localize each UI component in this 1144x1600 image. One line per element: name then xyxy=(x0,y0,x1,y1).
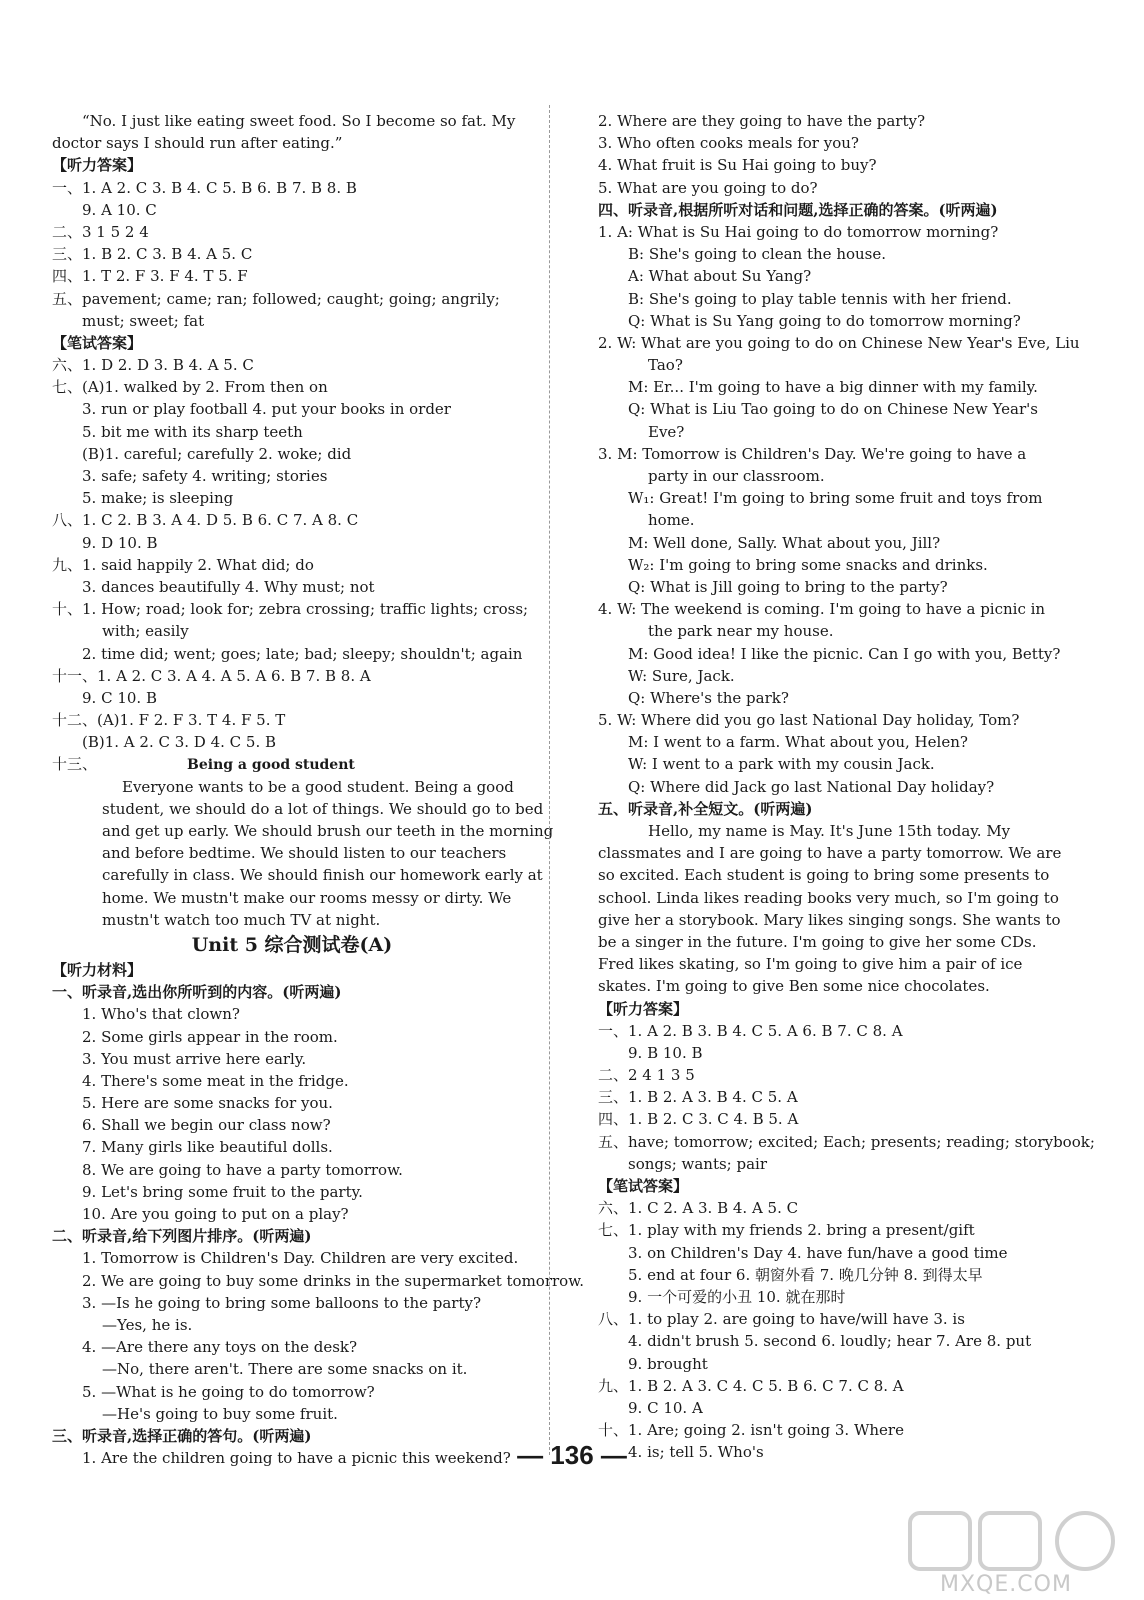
line-text: 5. What are you going to do? xyxy=(598,178,818,197)
line-text: 【笔试答案】 xyxy=(52,333,143,352)
text-line xyxy=(598,265,1048,287)
text-line xyxy=(598,620,1048,642)
line-text: school. Linda likes reading books very much, so I'm going to xyxy=(598,888,1059,907)
text-line xyxy=(598,554,1048,576)
line-text: songs; wants; pair xyxy=(628,1154,768,1173)
line-text: 5. —What is he going to do tomorrow? xyxy=(82,1382,375,1401)
line-text: 二、听录音,给下列图片排序。(听两遍) xyxy=(52,1227,312,1246)
text-line xyxy=(598,1286,1048,1308)
line-text: 五、pavement; came; ran; followed; caught; going; angrily; xyxy=(52,289,500,308)
line-text: 5. bit me with its sharp teeth xyxy=(82,422,303,441)
line-text: party in our classroom. xyxy=(648,467,825,485)
line-text: A: What about Su Yang? xyxy=(628,267,812,286)
line-text: M: I went to a farm. What about you, Helen? xyxy=(628,733,968,752)
text-line xyxy=(52,598,532,620)
text-line xyxy=(598,132,1048,154)
page-number: — 136 — xyxy=(517,1440,627,1470)
line-text: 5. W: Where did you go last National Day holiday, Tom? xyxy=(598,711,1020,730)
line-text: 四、1. B 2. C 3. C 4. B 5. A xyxy=(598,1110,799,1129)
line-text: 5. Here are some snacks for you. xyxy=(82,1094,333,1113)
text-line xyxy=(598,998,1048,1020)
line-text: 9. brought xyxy=(628,1354,708,1373)
line-text: 【听力答案】 xyxy=(598,999,689,1018)
line-text: classmates and I are going to have a party tomorrow. We are xyxy=(598,844,1062,863)
line-text: 三、听录音,选择正确的答句。(听两遍) xyxy=(52,1426,312,1445)
line-text: 3. You must arrive here early. xyxy=(82,1049,307,1068)
line-text: 9. B 10. B xyxy=(628,1043,703,1062)
text-line xyxy=(598,975,1048,997)
line-text: 4. W: The weekend is coming. I'm going to have a picnic in xyxy=(598,600,1046,619)
line-text: and get up early. We should brush our teeth in the morning xyxy=(102,822,554,840)
text-line xyxy=(598,177,1048,199)
essay-title: Being a good student xyxy=(187,757,355,774)
text-line xyxy=(52,753,532,775)
text-line xyxy=(52,820,554,842)
text-line xyxy=(598,598,1048,620)
line-text: 3. —Is he going to bring some balloons to the party? xyxy=(82,1293,482,1312)
text-line xyxy=(598,199,1048,221)
text-line xyxy=(52,398,532,420)
text-line xyxy=(52,1403,532,1425)
line-text: Eve? xyxy=(648,422,685,441)
line-text: 2. Where are they going to have the party? xyxy=(598,112,926,130)
line-text: 9. C 10. B xyxy=(82,688,157,707)
line-text: B: She's going to play table tennis with her friend. xyxy=(628,289,1012,308)
text-line xyxy=(598,354,1048,376)
text-line xyxy=(52,864,543,886)
line-text: —Yes, he is. xyxy=(102,1315,193,1334)
text-line xyxy=(52,154,532,176)
line-text: so excited. Each student is going to bring some presents to xyxy=(598,866,1050,885)
text-line xyxy=(52,177,532,199)
line-text: 一、1. A 2. B 3. B 4. C 5. A 6. B 7. C 8. A xyxy=(598,1021,903,1040)
text-line xyxy=(598,709,1048,731)
line-text: 七、1. play with my friends 2. bring a present/gift xyxy=(598,1221,975,1240)
text-line xyxy=(598,332,1080,354)
line-text: skates. I'm going to give Ben some nice chocolates. xyxy=(598,977,990,996)
line-text: 3. run or play football 4. put your books in order xyxy=(82,400,451,419)
line-text: 七、(A)1. walked by 2. From then on xyxy=(52,378,328,397)
line-text: W₁: Great! I'm going to bring some fruit and toys from xyxy=(628,489,1043,508)
line-text: 八、1. to play 2. are going to have/will have 3. is xyxy=(598,1310,965,1329)
line-text: with; easily xyxy=(102,622,189,641)
text-line xyxy=(598,643,1061,665)
line-text: 5. end at four 6. 朝窗外看 7. 晚几分钟 8. 到得太早 xyxy=(628,1265,983,1284)
line-text: 十二、(A)1. F 2. F 3. T 4. F 5. T xyxy=(52,711,286,730)
line-text: W: I went to a park with my cousin Jack. xyxy=(628,755,935,774)
text-line xyxy=(52,1181,532,1203)
text-line xyxy=(598,798,1048,820)
text-line xyxy=(598,1375,1048,1397)
line-text: 9. Let's bring some fruit to the party. xyxy=(82,1182,363,1201)
line-text: 八、1. C 2. B 3. A 4. D 5. B 6. C 7. A 8. C xyxy=(52,511,359,530)
text-line xyxy=(598,221,1048,243)
line-text: 【听力答案】 xyxy=(52,156,143,175)
text-line xyxy=(598,1264,1048,1286)
line-text: 【听力材料】 xyxy=(52,960,143,979)
text-line xyxy=(598,421,1048,443)
text-line xyxy=(52,1048,532,1070)
line-text: Tao? xyxy=(648,356,683,375)
line-text: 9. 一个可爱的小丑 10. 就在那时 xyxy=(628,1287,846,1306)
text-line xyxy=(598,731,1048,753)
line-text: 2. time did; went; goes; late; bad; sleepy; shouldn't; again xyxy=(82,644,523,663)
text-line xyxy=(52,465,532,487)
line-text: 2. W: What are you going to do on Chinese New Year's Eve, Liu xyxy=(598,333,1080,352)
text-line xyxy=(598,1042,1048,1064)
line-text: 十三、 xyxy=(52,755,98,774)
line-text: student, we should do a lot of things. We should go to bed xyxy=(102,799,544,818)
text-line xyxy=(52,1336,532,1358)
line-text: be a singer in the future. I'm going to give her some CDs. xyxy=(598,932,1037,951)
line-text: —No, there aren't. There are some snacks on it. xyxy=(102,1360,468,1379)
text-line xyxy=(598,1020,1048,1042)
text-line xyxy=(598,1353,1048,1375)
line-text: 3. on Children's Day 4. have fun/have a good time xyxy=(628,1243,1008,1262)
line-text: (B)1. careful; carefully 2. woke; did xyxy=(82,444,352,463)
text-line xyxy=(52,842,532,864)
text-line xyxy=(52,1292,532,1314)
text-line xyxy=(52,487,532,509)
text-line xyxy=(598,487,1048,509)
text-line xyxy=(52,199,532,221)
text-line xyxy=(52,310,532,332)
line-text: 一、听录音,选出你所听到的内容。(听两遍) xyxy=(52,983,342,1002)
line-text: 9. A 10. C xyxy=(82,200,157,219)
text-line xyxy=(598,953,1048,975)
line-text: must; sweet; fat xyxy=(82,311,205,330)
line-text: 9. D 10. B xyxy=(82,533,158,552)
text-line xyxy=(52,1136,532,1158)
line-text: 1. A: What is Su Hai going to do tomorrow morning? xyxy=(598,222,999,241)
text-line xyxy=(52,620,532,642)
line-text: 7. Many girls like beautiful dolls. xyxy=(82,1138,333,1157)
text-line xyxy=(52,243,532,265)
text-line xyxy=(52,731,532,753)
watermark-text: MXQE.COM xyxy=(940,1572,1072,1597)
line-text: 十一、1. A 2. C 3. A 4. A 5. A 6. B 7. B 8. A xyxy=(52,666,371,685)
text-line xyxy=(598,1242,1048,1264)
text-line xyxy=(598,110,1048,132)
text-line xyxy=(52,1026,532,1048)
text-line xyxy=(52,1358,532,1380)
line-text: 1. Tomorrow is Children's Day. Children are very excited. xyxy=(82,1249,519,1268)
line-text: 3. M: Tomorrow is Children's Day. We're going to have a xyxy=(598,444,1027,463)
text-line xyxy=(598,443,1048,465)
text-line xyxy=(52,1225,532,1247)
text-line xyxy=(598,1197,1048,1219)
text-line xyxy=(52,687,532,709)
line-text: 10. Are you going to put on a play? xyxy=(82,1205,349,1223)
line-text: M: Er... I'm going to have a big dinner with my family. xyxy=(628,378,1038,397)
text-line xyxy=(52,643,532,665)
text-line xyxy=(598,1108,1048,1130)
text-line xyxy=(52,1159,532,1181)
line-text: 8. We are going to have a party tomorrow. xyxy=(82,1160,403,1179)
line-text: 六、1. D 2. D 3. B 4. A 5. C xyxy=(52,356,254,375)
text-line xyxy=(52,981,532,1003)
line-text: 4. didn't brush 5. second 6. loudly; hear 7. Are 8. put xyxy=(628,1332,1032,1351)
text-line xyxy=(598,1397,1048,1419)
text-line xyxy=(52,1114,532,1136)
line-text: M: Good idea! I like the picnic. Can I go with you, Betty? xyxy=(628,644,1061,663)
line-text: Hello, my name is May. It's June 15th today. My xyxy=(648,822,1011,840)
line-text: carefully in class. We should finish our homework early at xyxy=(102,866,543,885)
text-line xyxy=(52,354,532,376)
line-text: Q: What is Liu Tao going to do on Chinese New Year's xyxy=(628,400,1038,419)
text-line xyxy=(598,532,1048,554)
text-line xyxy=(52,443,532,465)
text-line xyxy=(598,1153,1048,1175)
line-text: 1. Who's that clown? xyxy=(82,1005,240,1024)
line-text: 五、听录音,补全短文。(听两遍) xyxy=(598,799,813,818)
line-text: Fred likes skating, so I'm going to give him a pair of ice xyxy=(598,955,1023,974)
text-line xyxy=(52,1247,532,1269)
text-line xyxy=(598,1330,1048,1352)
text-line xyxy=(52,931,532,959)
text-line xyxy=(52,1092,532,1114)
text-line xyxy=(598,1086,1048,1108)
text-line xyxy=(52,332,532,354)
text-line xyxy=(52,665,532,687)
line-text: 4. is; tell 5. Who's xyxy=(628,1443,764,1462)
text-line xyxy=(52,421,532,443)
text-line xyxy=(52,221,532,243)
line-text: B: She's going to clean the house. xyxy=(628,245,887,264)
line-text: Q: Where's the park? xyxy=(628,688,789,707)
right-column xyxy=(598,110,1095,1463)
text-line xyxy=(52,798,544,820)
line-text: Q: What is Jill going to bring to the party? xyxy=(628,577,948,596)
text-line xyxy=(598,243,1048,265)
text-line xyxy=(598,576,1048,598)
line-text: 6. Shall we begin our class now? xyxy=(82,1116,331,1135)
text-line xyxy=(598,288,1048,310)
line-text: 3. safe; safety 4. writing; stories xyxy=(82,467,328,485)
text-line xyxy=(52,132,532,154)
line-text: the park near my house. xyxy=(648,622,834,641)
line-text: W₂: I'm going to bring some snacks and drinks. xyxy=(628,555,988,574)
text-line xyxy=(52,576,532,598)
text-line xyxy=(598,887,1059,909)
line-text: Q: What is Su Yang going to do tomorrow morning? xyxy=(628,311,1021,330)
line-text: 2. We are going to buy some drinks in the supermarket tomorrow. xyxy=(82,1271,585,1290)
line-text: home. We mustn't make our rooms messy or dirty. We xyxy=(102,888,512,907)
line-text: “No. I just like eating sweet food. So I become so fat. My xyxy=(82,112,516,130)
text-line xyxy=(52,1314,532,1336)
line-text: home. xyxy=(648,511,695,530)
text-line xyxy=(52,1203,532,1225)
line-text: doctor says I should run after eating.” xyxy=(52,134,343,153)
text-line xyxy=(598,842,1062,864)
text-line xyxy=(52,1270,585,1292)
text-line xyxy=(598,310,1048,332)
text-line xyxy=(598,1064,1048,1086)
text-line xyxy=(52,288,532,310)
line-text: 4. —Are there any toys on the desk? xyxy=(82,1338,358,1357)
text-line xyxy=(598,776,1048,798)
text-line xyxy=(598,509,1048,531)
text-line xyxy=(598,864,1048,886)
line-text: 二、2 4 1 3 5 xyxy=(598,1066,695,1085)
line-text: 六、1. C 2. A 3. B 4. A 5. C xyxy=(598,1199,799,1218)
text-line xyxy=(52,554,532,576)
line-text: 2. Some girls appear in the room. xyxy=(82,1027,338,1046)
line-text: 【笔试答案】 xyxy=(598,1177,689,1195)
text-line xyxy=(598,909,1061,931)
text-line xyxy=(598,1308,1048,1330)
text-line xyxy=(598,687,1048,709)
line-text: 九、1. said happily 2. What did; do xyxy=(52,555,314,574)
line-text: Everyone wants to be a good student. Being a good xyxy=(122,777,514,796)
line-text: 5. make; is sleeping xyxy=(82,489,234,508)
line-text: 三、1. B 2. C 3. B 4. A 5. C xyxy=(52,245,253,264)
line-text: give her a storybook. Mary likes singing songs. She wants to xyxy=(598,910,1061,929)
line-text: and before bedtime. We should listen to our teachers xyxy=(102,844,507,863)
line-text: 3. Who often cooks meals for you? xyxy=(598,134,859,153)
line-text: 一、1. A 2. C 3. B 4. C 5. B 6. B 7. B 8. B xyxy=(52,178,357,197)
line-text: Unit 5 综合测试卷(A) xyxy=(191,933,393,956)
text-line xyxy=(598,154,1048,176)
text-line xyxy=(52,376,532,398)
line-text: 4. There's some meat in the fridge. xyxy=(82,1071,349,1090)
text-line xyxy=(52,709,532,731)
text-line xyxy=(52,509,532,531)
text-line xyxy=(598,753,1048,775)
line-text: 十、1. How; road; look for; zebra crossing; traffic lights; cross; xyxy=(52,600,529,619)
text-line xyxy=(598,1175,1048,1197)
text-line xyxy=(598,1419,1048,1441)
line-text: 9. C 10. A xyxy=(628,1398,703,1417)
text-line xyxy=(52,776,532,798)
text-line xyxy=(598,1219,1048,1241)
text-line xyxy=(598,1131,1095,1153)
text-line xyxy=(52,959,532,981)
line-text: 十、1. Are; going 2. isn't going 3. Where xyxy=(598,1421,904,1440)
line-text: 1. Are the children going to have a picnic this weekend? xyxy=(82,1449,511,1468)
line-text: —He's going to buy some fruit. xyxy=(102,1404,338,1423)
text-line xyxy=(52,265,532,287)
text-line xyxy=(52,1381,532,1403)
line-text: 4. What fruit is Su Hai going to buy? xyxy=(598,156,877,175)
line-text: mustn't watch too much TV at night. xyxy=(102,910,381,929)
text-line xyxy=(598,465,1048,487)
text-line xyxy=(598,665,1048,687)
line-text: 四、1. T 2. F 3. F 4. T 5. F xyxy=(52,267,248,286)
text-line xyxy=(598,398,1048,420)
text-line xyxy=(598,820,1048,842)
text-line xyxy=(52,1003,532,1025)
text-line xyxy=(52,1070,532,1092)
line-text: 五、have; tomorrow; excited; Each; presents; reading; storybook; xyxy=(598,1132,1095,1151)
line-text: M: Well done, Sally. What about you, Jill? xyxy=(628,533,941,552)
column-divider xyxy=(549,105,550,1455)
text-line xyxy=(52,887,532,909)
text-line xyxy=(598,931,1048,953)
text-line xyxy=(52,532,532,554)
text-line xyxy=(52,110,532,132)
line-text: 3. dances beautifully 4. Why must; not xyxy=(82,577,375,596)
line-text: 四、听录音,根据所听对话和问题,选择正确的答案。(听两遍) xyxy=(598,200,998,219)
line-text: W: Sure, Jack. xyxy=(628,666,735,685)
line-text: 二、3 1 5 2 4 xyxy=(52,222,149,241)
text-line xyxy=(52,909,532,931)
line-text: 九、1. B 2. A 3. C 4. C 5. B 6. C 7. C 8. A xyxy=(598,1376,904,1395)
line-text: 三、1. B 2. A 3. B 4. C 5. A xyxy=(598,1088,798,1107)
text-line xyxy=(598,376,1048,398)
line-text: (B)1. A 2. C 3. D 4. C 5. B xyxy=(82,733,277,752)
line-text: Q: Where did Jack go last National Day holiday? xyxy=(628,777,995,796)
